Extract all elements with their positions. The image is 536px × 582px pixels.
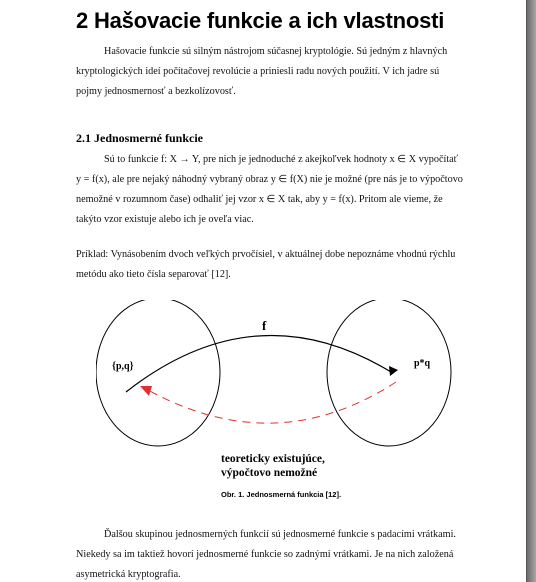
example-line: metódu ako tieto čísla separovať [12]. xyxy=(76,269,231,280)
inverse-note-line: výpočtovo nemožné xyxy=(221,467,318,479)
example-line: Príklad: Vynásobením dvoch veľkých prvočísiel, v aktuálnej dobe nepoznáme vhodnú rýchlu xyxy=(76,249,456,260)
arrow-label-f: f xyxy=(262,318,267,333)
inverse-arrowhead xyxy=(140,386,152,396)
section-line: Sú to funkcie f: X → Y, pre nich je jednoduché z akejkoľvek hodnoty x ∈ X vypočítať xyxy=(104,154,459,165)
domain-circle xyxy=(96,300,220,446)
inverse-dashed-arrow xyxy=(148,382,396,423)
outro-line: asymetrická kryptografia. xyxy=(76,569,181,580)
viewer-background-strip xyxy=(527,0,536,582)
outro-paragraph xyxy=(76,525,482,582)
intro-paragraph xyxy=(76,42,482,102)
section-line: nemožné v rozumnom čase) odhaliť jej vzor x ∈ X tak, aby y = f(x). Pritom ale vieme, že xyxy=(76,194,443,205)
intro-line: Hašovacie funkcie sú silným nástrojom súčasnej kryptológie. Sú jedným z hlavných xyxy=(104,46,448,57)
chapter-title: 2 Hašovacie funkcie a ich vlastnosti xyxy=(76,8,445,33)
figure-caption: Obr. 1. Jednosmerná funkcia [12]. xyxy=(221,490,342,499)
outro-line: Niekedy sa im taktiež hovorí jednosmerné funkcie so zadnými vrátkami. Je na nich založená xyxy=(76,549,454,560)
section-line: y = f(x), ale pre nejaký náhodný vybraný obraz y ∈ f(X) nie je možné (pre nás je to výpočtovo xyxy=(76,174,463,185)
intro-line: kryptologických ideí počítačovej revolúcie a priniesli radu nových použití. V ich jadre sú xyxy=(76,66,440,77)
inverse-note-line: teoreticky existujúce, xyxy=(221,453,325,465)
forward-arrow-line xyxy=(126,335,391,392)
intro-line: pojmy jednosmernosť a bezkolízovosť. xyxy=(76,86,236,97)
section-paragraph xyxy=(76,150,482,230)
section-line: takýto vzor existuje alebo ich je oveľa viac. xyxy=(76,214,254,225)
section-title: 2.1 Jednosmerné funkcie xyxy=(76,131,203,145)
forward-arrowhead xyxy=(389,366,398,376)
inverse-note xyxy=(221,452,325,480)
domain-label: {p,q} xyxy=(112,361,134,372)
example-paragraph xyxy=(76,245,482,285)
codomain-label: p*q xyxy=(414,358,431,369)
outro-line: Ďalšou skupinou jednosmerných funkcií sú jednosmerné funkcie s padacími vrátkami. xyxy=(104,529,456,540)
codomain-circle xyxy=(327,300,451,446)
